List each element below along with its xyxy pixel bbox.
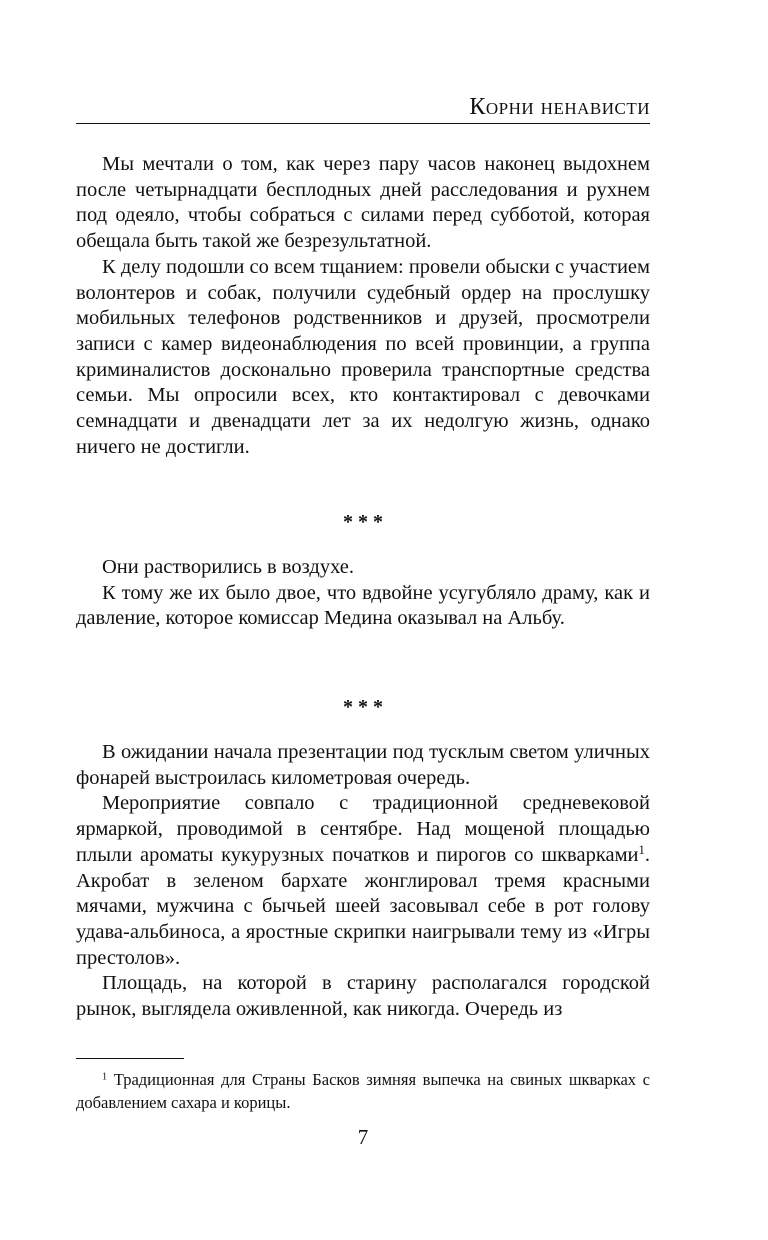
paragraph: К делу подошли со всем тщанием: провели обыски с участием волонтеров и собак, получили судебный ордер на прослушку мобильных телефонов родственников и друзей, просмотрели записи с камер видеонаблюдения по всей провинции, а группа криминалистов досконально проверила транспортные средства семьи. Мы опросили всех, кто контактировал с девочками семнадцати и двенадцати лет за их недолгую жизнь, однако ничего не достигли. xyxy=(76,255,650,458)
footnote-reference[interactable]: 1 xyxy=(638,842,645,857)
text-block-3 xyxy=(76,740,650,1023)
header-rule xyxy=(76,123,650,124)
paragraph: Площадь, на которой в старину располагался городской рынок, выглядела оживленной, как никогда. Очередь из xyxy=(76,972,650,1021)
paragraph-text: Мероприятие совпало с традиционной средневековой ярмаркой, проводимой в сентябре. Над мощеной площадью плыли ароматы кукурузных початков и пирогов со шкварками xyxy=(76,792,650,866)
page-number: 7 xyxy=(357,1125,369,1149)
footnote-text: Традиционная для Страны Басков зимняя выпечка на свиных шкварках с добавлением сахара и корицы. xyxy=(76,1070,650,1112)
running-header: Корни ненависти xyxy=(469,94,650,120)
paragraph: Они растворились в воздухе. xyxy=(102,556,355,578)
footnote-marker: 1 xyxy=(102,1071,108,1083)
paragraph: В ожидании начала презентации под тусклым светом уличных фонарей выстроилась километровая очередь. xyxy=(76,741,650,789)
text-block-2 xyxy=(76,555,650,632)
section-separator: * * * xyxy=(343,511,383,533)
paragraph xyxy=(76,791,650,971)
footnote-rule xyxy=(76,1058,184,1059)
paragraph: Мы мечтали о том, как через пару часов наконец выдохнем после четырнадцати бесплодных дней расследования и рухнем под одеяло, чтобы собраться с силами перед субботой, которая обещала быть такой же безрезультатной. xyxy=(76,153,650,253)
footnote xyxy=(76,1068,650,1114)
section-separator: * * * xyxy=(343,696,383,718)
paragraph-text: . Акробат в зеленом бархате жонглировал тремя красными мячами, мужчина с бычьей шеей засовывал себе в рот голову удава-альбиноса, а яростные скрипки наигрывали тему из «Игры престолов». xyxy=(76,843,650,969)
paragraph: К тому же их было двое, что вдвойне усугубляло драму, как и давление, которое комиссар Медина оказывал на Альбу. xyxy=(76,581,650,630)
text-block-1 xyxy=(76,152,650,460)
